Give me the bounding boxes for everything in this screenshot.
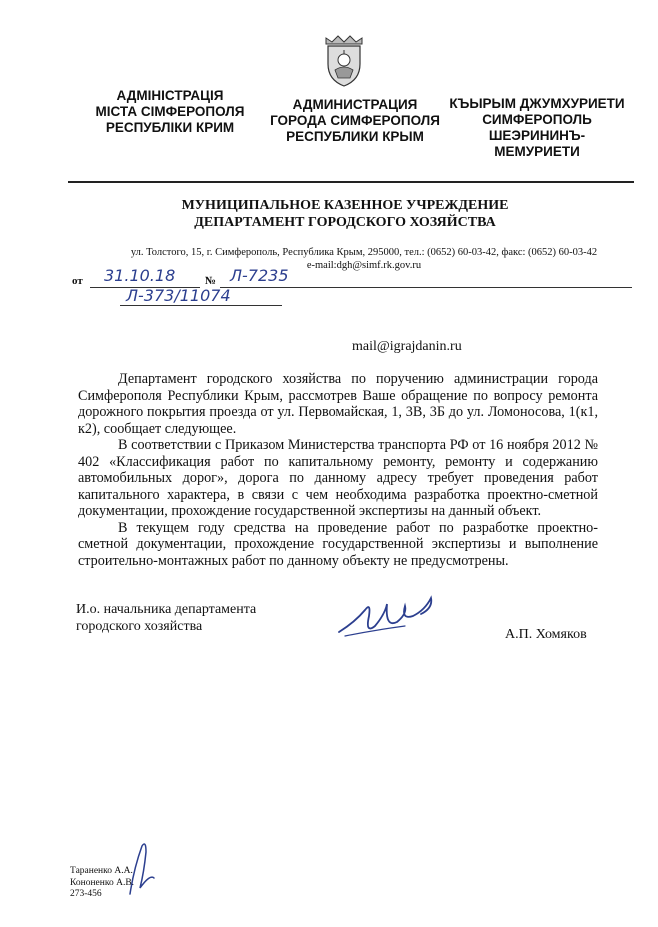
header-right-line: МЕМУРИЕТИ (494, 144, 580, 159)
reg-date-handwritten: 31.10.18 (104, 266, 176, 285)
body-paragraph-2: В соответствии с Приказом Министерства транспорта РФ от 16 ноября 2012 № 402 «Классификация работ по капитальному ремонту, ремонту и содержанию автомобильных дорог», дорога по данному адресу требует проведения работ капитального характера, в связи с чем необходима разработка проектно-сметной документации, прохождение государственной экспертизы на данный объект. (78, 437, 598, 519)
header-left-line: АДМІНІСТРАЦІЯ (116, 88, 224, 103)
org-address: ул. Толстого, 15, г. Симферополь, Республика Крым, 295000, тел.: (0652) 60-03-42, факс: (0652) 60-03-42 (130, 247, 598, 258)
header-right-line: СИМФЕРОПОЛЬ (482, 112, 592, 127)
header-right-line: ШЕЭРИНИНЪ- (488, 128, 586, 143)
header-left-line: МІСТА СІМФЕРОПОЛЯ (95, 104, 245, 119)
executor-line1: Тараненко А.А. (70, 866, 133, 876)
header-center-line: РЕСПУБЛИКИ КРЫМ (286, 129, 424, 144)
handwritten-signature (335, 592, 445, 642)
signature-position-line1: И.о. начальника департамента (76, 602, 257, 617)
signature-position-line2: городского хозяйства (76, 619, 203, 634)
header-center-title (265, 97, 445, 145)
executor-phone: 273-456 (70, 889, 102, 899)
reg-ref-handwritten: Л-373/11074 (126, 286, 231, 305)
header-left-title (90, 88, 250, 136)
header-center-line: ГОРОДА СИМФЕРОПОЛЯ (270, 113, 440, 128)
body-paragraph-1: Департамент городского хозяйства по поручению администрации города Симферополя Республики Крым, рассмотрев Ваше обращение по вопросу ремонта дорожного покрытия проезда от ул. Первомайская, 1, 3В, 3Б до ул. Ломоносова, 1(к1, к2), сообщает следующее. (78, 371, 598, 437)
header-center-line: АДМИНИСТРАЦИЯ (292, 97, 418, 112)
reg-no-label: № (205, 275, 217, 287)
org-title (150, 197, 540, 231)
signature-position (76, 601, 256, 635)
org-email: e-mail:dgh@simf.rk.gov.ru (306, 260, 422, 271)
signatory-name: А.П. Хомяков (505, 627, 587, 642)
executor-line2: Кононенко А.В. (70, 877, 135, 888)
header-left-line: РЕСПУБЛІКИ КРИМ (105, 120, 235, 135)
header-divider (68, 181, 634, 183)
org-title-line2: ДЕПАРТАМЕНТ ГОРОДСКОГО ХОЗЯЙСТВА (194, 215, 496, 230)
executor-initial-mark (124, 838, 158, 898)
coat-of-arms-emblem (322, 34, 366, 88)
header-right-line: КЪЫРЫМ ДЖУМХУРИЕТИ (449, 96, 625, 111)
reg-number-handwritten: Л-7235 (230, 266, 289, 285)
recipient-email: mail@igrajdanin.ru (352, 339, 462, 354)
reg-ot-label: от (72, 275, 83, 287)
reg-number-line (220, 287, 632, 288)
body-paragraph-3: В текущем году средства на проведение работ по разработке проектно-сметной документации, прохождение государственной экспертизы и выполнение строительно-монтажных работ по данному объекту не предусмотрены. (78, 519, 598, 569)
letter-body (78, 371, 598, 569)
reg-ref-line (120, 305, 282, 306)
header-right-title (446, 96, 628, 160)
org-title-line1: МУНИЦИПАЛЬНОЕ КАЗЕННОЕ УЧРЕЖДЕНИЕ (181, 198, 509, 213)
